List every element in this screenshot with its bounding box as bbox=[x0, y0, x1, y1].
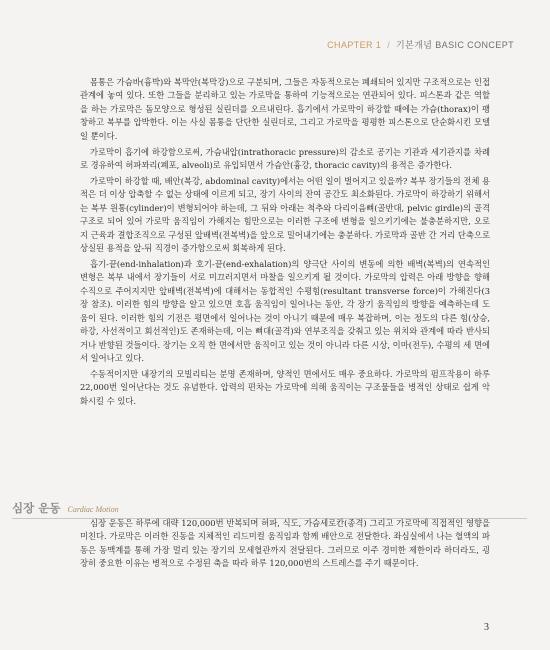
page-number: 3 bbox=[484, 622, 489, 633]
paragraph-3: 가로막이 하강할 때, 배안(복강, abdominal cavity)에서는 어떤 일이 벌어지고 있을까? 복부 장기들의 전체 용적은 더 이상 압축할 수 없는 상태에 이르게 되고, 장기 사이의 잔여 공간도 최소화된다. 가로막이 하강하기 위해서는 복부 원통(cylinder)이 변형되어야 하는데, 그 뒤와 아래는 척추와 다리이음뼈(골반대, pelvic girdle)의 골격 구조로 되어 있어 가로막 움직임이 가해지는 힘만으로는 이러한 구조에 변형을 일으키기에는 불충분하지만, 오로지 근육과 결합조직으로 구성된 앞배벽(전복벽)을 앞으로 밀어내기에는 충분하다. 가로막과 골반 간 거리 단축으로 상실된 용적을 앞-뒤 직경이 증가함으로써 회복하게 된다. bbox=[80, 176, 490, 254]
section-paragraph-1: 심장 운동은 하루에 대략 120,000번 반복되며 허파, 식도, 가슴세로칸(종격) 그리고 가로막에 직접적인 영향을 미친다. 가로막은 이러한 진동을 지체적인 리드미컬 움직임과 함께 배안으로 전달한다. 좌심실에서 나는 혈액의 파동은 동맥계를 통해 가장 멀리 있는 장기의 모세혈관까지 전달된다. 그러므로 이주 경미한 제한이라 하더라도, 굉장히 중요한 이유는 병적으로 수정된 축을 따라 하루 120,000번의 스트레스를 주기 때문이다. bbox=[80, 518, 490, 569]
section-title-english: Cardiac Motion bbox=[67, 505, 119, 514]
section-title-korean: 심장 운동 bbox=[12, 501, 61, 515]
section-heading bbox=[12, 497, 527, 519]
chapter-header bbox=[327, 38, 514, 51]
paragraph-1: 몸통은 가슴바(흉박)와 복막안(복막강)으로 구분되며, 그들은 자동적으로는 폐쇄되어 있지만 구조적으로는 인접 관계에 놓여 있다. 또한 그들을 분리하고 있는 가로막을 통하여 기능적으로는 연관되어 있다. 피스톤과 같은 역할을 하는 가로막은 돔모양으로 형성된 실린더를 오르내린다. 흡기에서 가로막이 하강할 때에는 가슴(thorax)이 팽창하고 복부를 압박한다. 이는 사실 몸통을 단단한 실린더로, 그리고 가로막을 평평한 피스톤으로 단순화시킨 모델일 뿐이다. bbox=[80, 77, 490, 141]
section-body-text bbox=[80, 517, 490, 573]
paragraph-4: 흡기-끝(end-inhalation)과 호기-끝(end-exhalation)의 양극단 사이의 변동에 의한 배벽(복벽)의 연속적인 변형은 복부 내에서 장기들이 서로 미끄러지면서 마찰을 일으키게 될 것이다. 가로막의 압력은 아래 방향을 향해 수직으로 주어지지만 앞배벽(전복벽)에 대해서는 동합적인 수평힘(resultant transverse force)이 가해진다(3장 참조). 이러한 힘의 방향을 알고 있으면 호흡 움직임이 일어나는 동안, 각 장기 움직임의 방향을 예측하는데 도움이 된다. 이러한 힘의 기전은 평면에서 일어나는 것이 아니기 때문에 매우 복잡하며, 이는 정도의 다른 힘(상승, 하강, 사선적이고 회선적인)도 존재하는데, 이는 뼈대(골격)와 연부조직을 갖춰고 있는 위치와 관계에 따라 반사되거나 반향된 것들이다. 장기는 오직 한 면에서만 움직이고 있는 것이 아니라 다른 시상, 이마(전두), 수평의 세 면에서 일어나고 있다. bbox=[80, 259, 490, 363]
paragraph-2: 가로막이 흡기에 하강함으로써, 가슴내압(intrathoracic pressure)의 감소로 공기는 기관과 세기관지를 차례로 경유하여 허파꽈리(폐포, alveoli)로 유입되면서 가슴안(흉강, thoracic cavity)의 용적은 증가한다. bbox=[80, 146, 490, 171]
chapter-title: 기본개념 BASIC CONCEPT bbox=[396, 40, 514, 50]
paragraph-5: 수동적이지만 내장기의 모빌리티는 분명 존재하며, 양적인 면에서도 매우 중요하다. 가로막의 펌프작용이 하루 22,000번 일어난다는 것도 유념한다. 압력의 편차는 가로막에 의해 움직이는 구조물들을 병적인 상태로 쉽게 악화시킬 수 있다. bbox=[80, 368, 490, 406]
main-body-text bbox=[80, 76, 490, 411]
chapter-label: CHAPTER 1 bbox=[327, 40, 382, 50]
header-separator: / bbox=[387, 40, 391, 50]
